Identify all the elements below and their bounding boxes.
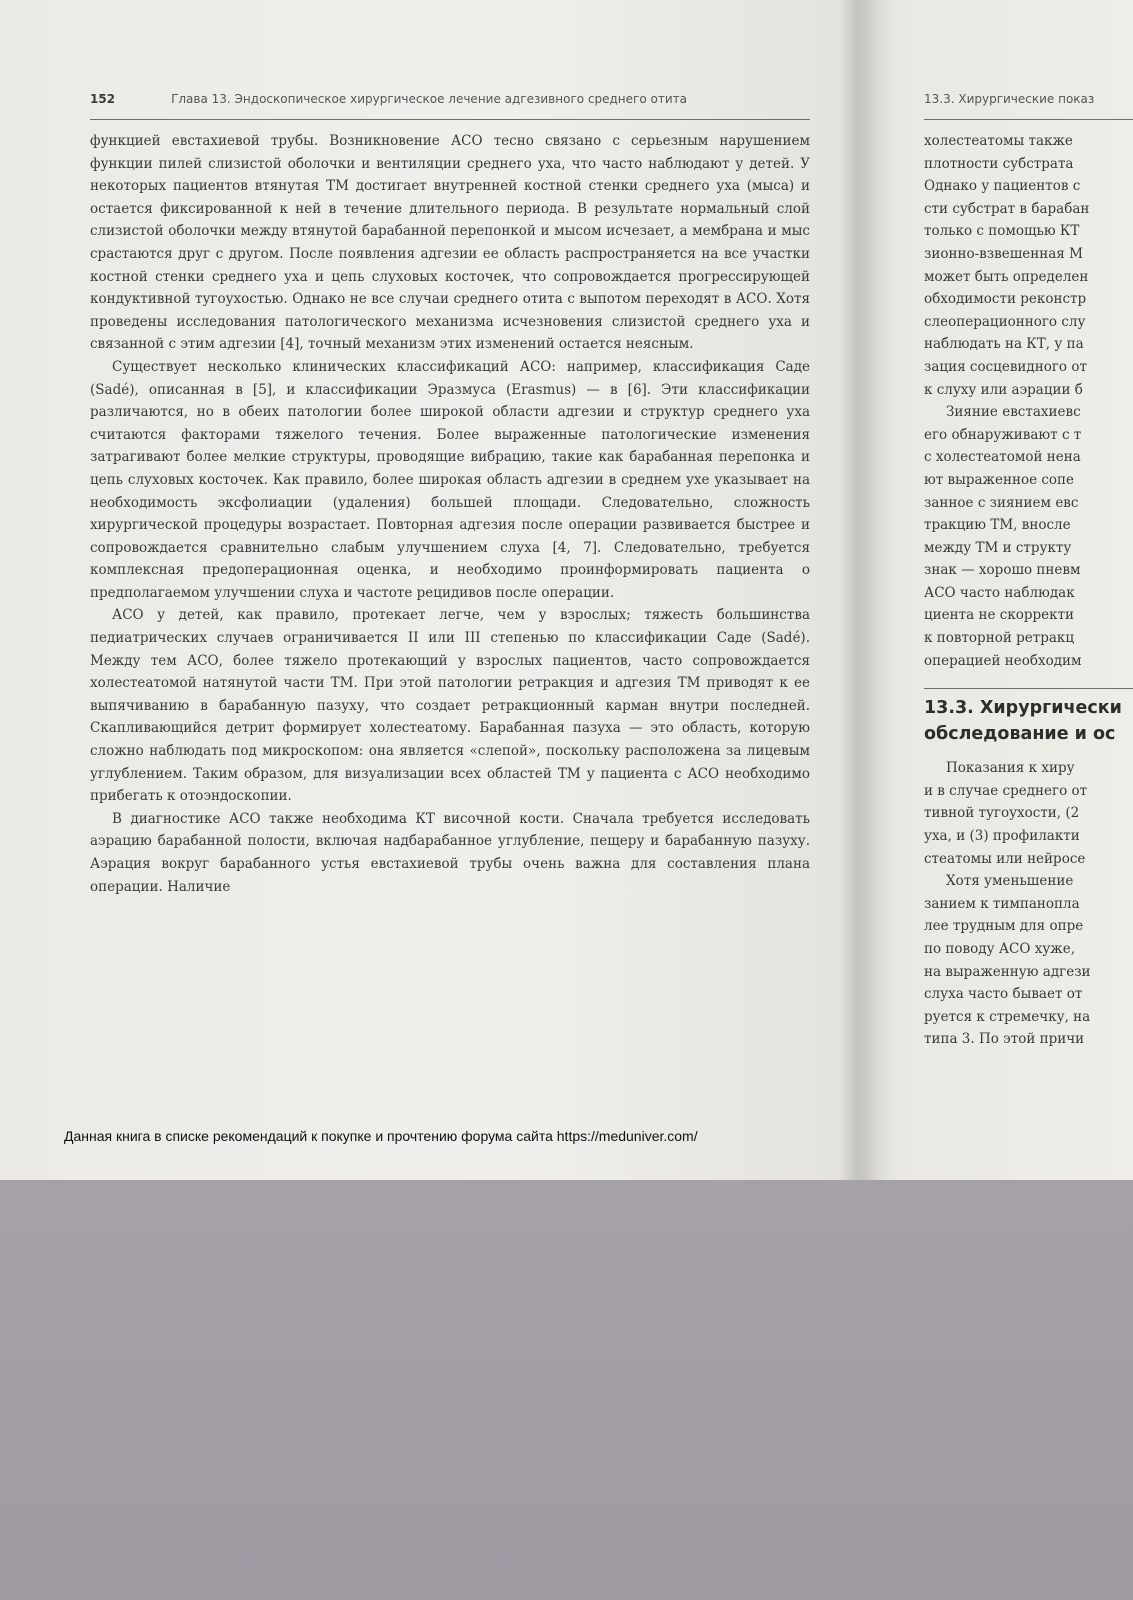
text-line: к повторной ретракц xyxy=(924,630,1075,647)
right-text-top xyxy=(924,130,1133,672)
text-line: стеатомы или нейросе xyxy=(924,850,1086,867)
paragraph: Существует несколько клинических классификаций АСО: например, классификация Саде (Sadé), описанная в [5], и классификации Эразмуса (Erasmus) — в [6]. Эти классификации различаются, но в обеих патологии более широкой области адгезии и структур среднего уха считаются факторами тяжелого течения. Более выраженные патологические изменения затрагивают более мелкие структуры, проводящие вибрацию, такие как барабанная перепонка и цепь слуховых косточек. Как правило, более широкая область адгезии в среднем ухе указывает на необходимость эксфолиации (удаления) большей площади. Следовательно, сложность хирургической процедуры возрастает. Повторная адгезия после операции развивается быстрее и сопровождается сравнительно слабым улучшением слуха [4, 7]. Следовательно, требуется комплексная предоперационная оценка, и необходимо проинформировать пациента о предполагаемом улучшении слуха и частоте рецидивов после операции. xyxy=(90,358,810,601)
running-head xyxy=(90,92,810,120)
section-heading xyxy=(924,695,1133,747)
text-line: ют выраженное сопе xyxy=(924,471,1075,488)
text-line: Показания к хиру xyxy=(946,760,1075,777)
text-line: слуха часто бывает от xyxy=(924,986,1083,1003)
text-line: к слуху или аэрации б xyxy=(924,381,1083,398)
text-line: наблюдать на КТ, у па xyxy=(924,336,1084,353)
text-line: Зияние евстахиевс xyxy=(946,404,1081,421)
right-text-bottom xyxy=(924,757,1133,1051)
left-body-text xyxy=(90,130,810,898)
text-line: руется к стремечку, на xyxy=(924,1008,1091,1025)
text-line: знак — хорошо пневм xyxy=(924,562,1081,579)
page-number: 152 xyxy=(90,92,116,106)
text-line: операцией необходим xyxy=(924,652,1082,669)
text-line: с холестеатомой нена xyxy=(924,449,1081,466)
right-page xyxy=(924,92,1133,1051)
text-line: и в случае среднего от xyxy=(924,782,1088,799)
text-line: только с помощью КТ xyxy=(924,223,1080,240)
text-line: тракцию ТМ, вносле xyxy=(924,517,1071,534)
paragraph: В диагностике АСО также необходима КТ височной кости. Сначала требуется исследовать аэрацию барабанной полости, включая надбарабанное углубление, пещеру и барабанную пазуху. Аэрация вокруг барабанного устья евстахиевой трубы очень важна для составления плана операции. Наличие xyxy=(90,810,810,895)
text-line: плотности субстрата xyxy=(924,155,1074,172)
text-line: зионно-взвешенная М xyxy=(924,245,1083,262)
text-line: холестеатомы также xyxy=(924,133,1073,149)
text-line: его обнаруживают с т xyxy=(924,426,1082,443)
text-line: сти субстрат в барабан xyxy=(924,200,1090,217)
text-line: по поводу АСО хуже, xyxy=(924,941,1075,957)
chapter-title: Глава 13. Эндоскопическое хирургическое лечение адгезивного среднего отита xyxy=(171,92,687,106)
text-line: слеоперационного слу xyxy=(924,313,1086,330)
text-line: уха, и (3) профилакти xyxy=(924,828,1080,845)
text-line: Хотя уменьшение xyxy=(946,873,1074,890)
gray-background-band xyxy=(0,1180,1133,1600)
text-line: на выраженную адгези xyxy=(924,963,1091,980)
text-line: между ТМ и структу xyxy=(924,539,1072,556)
book-gutter xyxy=(838,0,898,1180)
text-line: занное с зиянием евс xyxy=(924,494,1079,511)
footer-note: Данная книга в списке рекомендаций к покупке и прочтению форума сайта https://meduniver.com/ xyxy=(64,1128,698,1144)
text-line: АСО часто наблюдак xyxy=(924,584,1075,601)
text-line: обходимости реконстр xyxy=(924,291,1087,308)
text-line: циента не скорректи xyxy=(924,607,1075,624)
text-line: типа 3. По этой причи xyxy=(924,1031,1085,1048)
left-page xyxy=(90,92,810,898)
text-line: тивной тугоухости, (2 xyxy=(924,805,1080,822)
text-line: занием к тимпанопла xyxy=(924,895,1080,912)
section-heading-line: обследование и ос xyxy=(924,724,1116,745)
text-line: Однако у пациентов с xyxy=(924,178,1081,195)
text-line: может быть определен xyxy=(924,268,1089,285)
section-heading-line: 13.3. Хирургически xyxy=(924,698,1122,719)
right-running-head: 13.3. Хирургические показ xyxy=(924,92,1133,120)
text-line: зация сосцевидного от xyxy=(924,358,1087,375)
paragraph: функцией евстахиевой трубы. Возникновение АСО тесно связано с серьезным нарушением функции пилей слизистой оболочки и вентиляции среднего уха, что часто наблюдают у детей. У некоторых пациентов втянутая ТМ достигает внутренней костной стенки среднего уха (мыса) и остается фиксированной к ней в течение длительного периода. В результате нормальный слой слизистой оболочки между втянутой барабанной перепонкой и мысом исчезает, а мембрана и мыс срастаются друг с другом. После появления адгезии ее область распространяется на все участки костной стенки среднего уха и цепь слуховых косточек, что сопровождается прогрессирующей кондуктивной тугоухостью. Однако не все случаи среднего отита с выпотом переходят в АСО. Хотя проведены исследования патологического механизма исчезновения слизистой среднего уха и связанной с этим адгезии [4], точный механизм этих изменений остается неясным. xyxy=(90,133,810,353)
section-divider xyxy=(924,688,1133,689)
text-line: лее трудным для опре xyxy=(924,918,1084,935)
paragraph: АСО у детей, как правило, протекает легче, чем у взрослых; тяжесть большинства педиатрических случаев ограничивается II или III степенью по классификации Саде (Sadé). Между тем АСО, более тяжело протекающий у взрослых пациентов, часто сопровождается холестеатомой натянутой части ТМ. При этой патологии ретракция и адгезия ТМ приводят к ее выпячиванию в барабанную пазуху, что создает ретракционный карман внутри последней. Скапливающийся детрит формирует холестеатому. Барабанная пазуха — это область, которую сложно наблюдать под микроскопом: она является «слепой», поскольку расположена за лицевым углублением. Таким образом, для визуализации всех областей ТМ у пациента с АСО необходимо прибегать к отоэндоскопии. xyxy=(90,607,810,805)
